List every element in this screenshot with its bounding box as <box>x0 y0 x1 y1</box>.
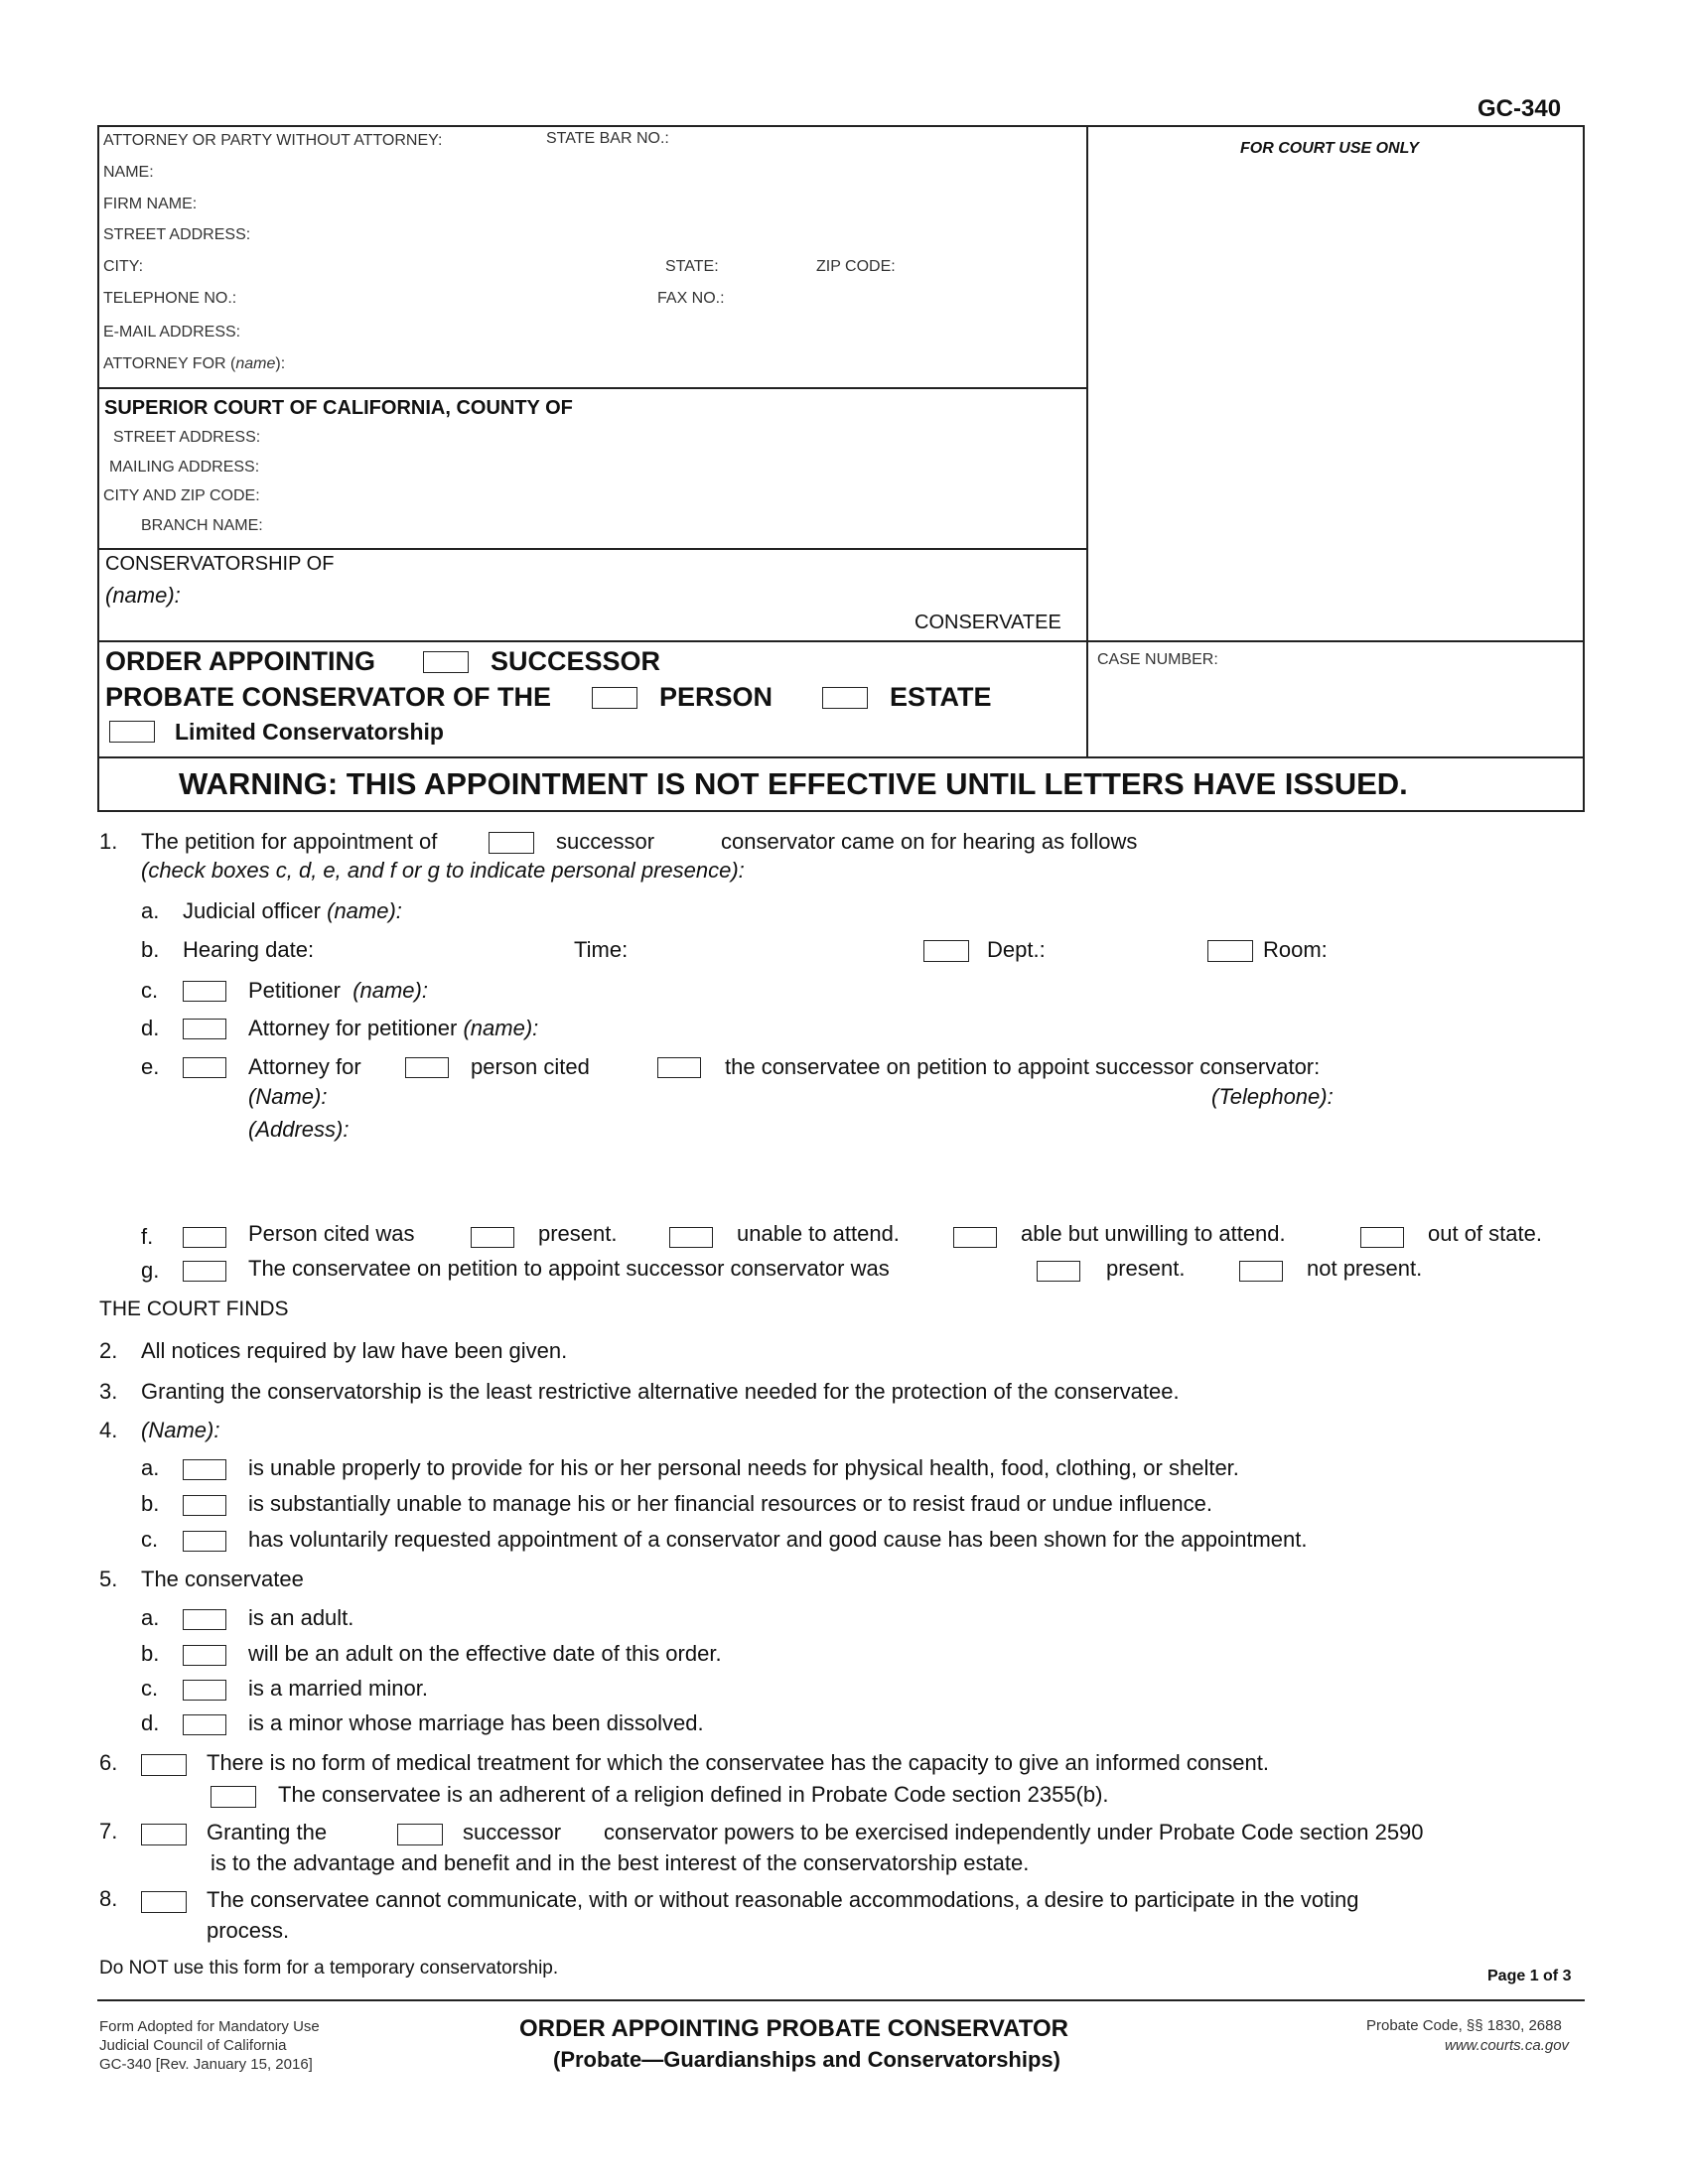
g-present-checkbox[interactable] <box>1037 1261 1080 1282</box>
title-probate-conservator: PROBATE CONSERVATOR OF THE <box>105 682 552 712</box>
item1-note: (check boxes c, d, e, and f or g to indicate personal presence): <box>141 858 745 883</box>
limited-conservatorship-checkbox[interactable] <box>109 721 155 743</box>
city-label: CITY: <box>103 258 144 275</box>
f-out-of-state-checkbox[interactable] <box>1360 1227 1404 1248</box>
item1d-letter: d. <box>141 1016 160 1040</box>
page-number: Page 1 of 3 <box>1487 1968 1572 1984</box>
court-use-label: FOR COURT USE ONLY <box>1240 140 1419 157</box>
item5d-checkbox[interactable] <box>183 1714 226 1735</box>
item6-religion-text: The conservatee is an adherent of a religion defined in Probate Code section 2355(b). <box>278 1782 1109 1807</box>
item4c-checkbox[interactable] <box>183 1531 226 1552</box>
item1-successor-checkbox[interactable] <box>489 832 534 854</box>
do-not-use-note: Do NOT use this form for a temporary conservatorship. <box>99 1958 559 1979</box>
dept-checkbox[interactable] <box>923 940 969 962</box>
person-cited-checkbox[interactable] <box>405 1057 449 1078</box>
item7-successor: successor <box>463 1820 562 1844</box>
item1e-letter: e. <box>141 1054 160 1079</box>
court-street-label: STREET ADDRESS: <box>113 429 261 446</box>
header-top-border <box>97 125 1585 127</box>
item1b-letter: b. <box>141 937 160 962</box>
time-label: Time: <box>574 937 629 962</box>
firm-label: FIRM NAME: <box>103 196 198 212</box>
item5b-text: will be an adult on the effective date of this order. <box>248 1641 722 1666</box>
probate-code-ref: Probate Code, §§ 1830, 2688 <box>1366 2017 1562 2034</box>
item4a-checkbox[interactable] <box>183 1459 226 1480</box>
person-cited-text: person cited <box>471 1054 590 1079</box>
e-address-hint: (Address): <box>248 1117 350 1142</box>
dept-label: Dept.: <box>987 937 1046 962</box>
item6-text: There is no form of medical treatment for which the conservatee has the capacity to give an informed consent. <box>207 1750 1269 1775</box>
item1-successor: successor <box>556 829 655 854</box>
item5c-text: is a married minor. <box>248 1676 428 1701</box>
item5d-text: is a minor whose marriage has been dissolved. <box>248 1710 704 1735</box>
conservatee-petition-checkbox[interactable] <box>657 1057 701 1078</box>
attorney-for-petitioner-text: Attorney for petitioner <box>248 1016 458 1040</box>
item4c-letter: c. <box>141 1527 159 1552</box>
attorney-for-petitioner-label <box>248 1016 538 1041</box>
item5c-letter: c. <box>141 1676 159 1701</box>
fax-label: FAX NO.: <box>657 290 725 307</box>
petitioner-text: Petitioner <box>248 978 341 1003</box>
f-unwilling-text: able but unwilling to attend. <box>1021 1221 1286 1246</box>
item7-successor-checkbox[interactable] <box>397 1824 443 1845</box>
state-label: STATE: <box>665 258 719 275</box>
header-left-border <box>97 125 99 810</box>
petitioner-name-hint: (name): <box>352 978 428 1003</box>
item3-text: Granting the conservatorship is the least restrictive alternative needed for the protection of the conservatee. <box>141 1379 1180 1404</box>
title-limited: Limited Conservatorship <box>175 719 444 745</box>
item1-text-a: The petition for appointment of <box>141 829 438 854</box>
item5b-checkbox[interactable] <box>183 1645 226 1666</box>
attorney-for-close: ): <box>275 355 286 372</box>
item7-text-b: conservator powers to be exercised independently under Probate Code section 2590 <box>604 1820 1424 1844</box>
item1a-text <box>183 898 402 924</box>
estate-checkbox[interactable] <box>822 687 868 709</box>
item8-text-b: process. <box>207 1918 290 1943</box>
conservatee-name-label: (name): <box>105 583 181 608</box>
attorney-for-petitioner-name-hint: (name): <box>463 1016 539 1040</box>
item7-number: 7. <box>99 1819 118 1843</box>
attorney-for-petitioner-checkbox[interactable] <box>183 1019 226 1039</box>
state-bar-label: STATE BAR NO.: <box>546 130 669 147</box>
court-finds-heading: THE COURT FINDS <box>99 1297 289 1320</box>
item5-text: The conservatee <box>141 1567 304 1591</box>
attorney-for-prefix: ATTORNEY FOR ( <box>103 355 236 372</box>
court-title: SUPERIOR COURT OF CALIFORNIA, COUNTY OF <box>104 397 573 419</box>
title-person: PERSON <box>659 682 774 712</box>
case-number-label: CASE NUMBER: <box>1097 651 1218 668</box>
g-not-present-text: not present. <box>1307 1256 1423 1281</box>
e-name-hint: (Name): <box>248 1084 328 1109</box>
footer-divider <box>97 1999 1585 2001</box>
item1f-letter: f. <box>141 1224 154 1249</box>
item4a-text: is unable properly to provide for his or her personal needs for physical health, food, clothing, or shelter. <box>248 1455 1239 1480</box>
item1-text-b: conservator came on for hearing as follows <box>721 829 1138 854</box>
item4b-text: is substantially unable to manage his or her financial resources or to resist fraud or undue influence. <box>248 1491 1212 1516</box>
item4a-letter: a. <box>141 1455 160 1480</box>
zip-label: ZIP CODE: <box>816 258 896 275</box>
item7-text-c: is to the advantage and benefit and in the best interest of the conservatorship estate. <box>211 1850 1030 1875</box>
conservatee-petition-text: the conservatee on petition to appoint successor conservator: <box>725 1054 1321 1079</box>
item3-number: 3. <box>99 1379 118 1404</box>
item5c-checkbox[interactable] <box>183 1680 226 1701</box>
attorney-label: ATTORNEY OR PARTY WITHOUT ATTORNEY: <box>103 132 443 149</box>
name-label: NAME: <box>103 164 154 181</box>
footer-title: ORDER APPOINTING PROBATE CONSERVATOR <box>519 2015 1068 2042</box>
attorney-for-name-hint: name <box>235 355 276 372</box>
f-unable-checkbox[interactable] <box>669 1227 713 1248</box>
item1g-letter: g. <box>141 1258 160 1283</box>
adopted-line-3: GC-340 [Rev. January 15, 2016] <box>99 2056 313 2073</box>
warning-text: WARNING: THIS APPOINTMENT IS NOT EFFECTIVE UNTIL LETTERS HAVE ISSUED. <box>179 766 1408 801</box>
item4c-text: has voluntarily requested appointment of a conservator and good cause has been shown for the appointment. <box>248 1527 1308 1552</box>
judicial-officer-label: Judicial officer <box>183 898 321 923</box>
g-present-text: present. <box>1106 1256 1186 1281</box>
f-present-text: present. <box>538 1221 618 1246</box>
item5a-text: is an adult. <box>248 1605 354 1630</box>
adopted-line-1: Form Adopted for Mandatory Use <box>99 2018 320 2035</box>
f-out-of-state-text: out of state. <box>1428 1221 1542 1246</box>
form-id: GC-340 <box>1477 95 1562 122</box>
item6-religion-checkbox[interactable] <box>211 1786 256 1808</box>
item4-name-hint: (Name): <box>141 1418 220 1442</box>
title-order-appointing: ORDER APPOINTING <box>105 646 376 676</box>
item8-number: 8. <box>99 1886 118 1911</box>
petitioner-checkbox[interactable] <box>183 981 226 1002</box>
court-conservatorship-divider <box>97 548 1088 550</box>
item6-number: 6. <box>99 1750 118 1775</box>
judicial-officer-name-hint: (name): <box>327 898 402 923</box>
item5a-checkbox[interactable] <box>183 1609 226 1630</box>
attorney-court-divider <box>97 387 1088 389</box>
attorney-for-checkbox[interactable] <box>183 1057 226 1078</box>
item4-number: 4. <box>99 1418 118 1442</box>
item5d-letter: d. <box>141 1710 160 1735</box>
conservatee-label: CONSERVATEE <box>914 612 1061 633</box>
item4b-checkbox[interactable] <box>183 1495 226 1516</box>
header-right-border <box>1583 125 1585 810</box>
room-checkbox[interactable] <box>1207 940 1253 962</box>
f-unwilling-checkbox[interactable] <box>953 1227 997 1248</box>
item8-text-a: The conservatee cannot communicate, with or without reasonable accommodations, a desire to participate in the voting <box>207 1887 1359 1912</box>
conservatorship-of-label: CONSERVATORSHIP OF <box>105 553 335 575</box>
person-cited-was-text: Person cited was <box>248 1221 415 1246</box>
g-conservatee-text: The conservatee on petition to appoint successor conservator was <box>248 1256 890 1281</box>
attorney-for-label <box>103 355 285 373</box>
f-unable-text: unable to attend. <box>737 1221 900 1246</box>
item4b-letter: b. <box>141 1491 160 1516</box>
item2-text: All notices required by law have been given. <box>141 1338 568 1363</box>
court-mailing-label: MAILING ADDRESS: <box>109 459 260 476</box>
item2-number: 2. <box>99 1338 118 1363</box>
g-conservatee-checkbox[interactable] <box>183 1261 226 1282</box>
hearing-date-label: Hearing date: <box>183 937 315 962</box>
title-successor: SUCCESSOR <box>491 646 661 676</box>
item7-checkbox[interactable] <box>141 1824 187 1845</box>
g-not-present-checkbox[interactable] <box>1239 1261 1283 1282</box>
court-branch-label: BRANCH NAME: <box>141 517 263 534</box>
item8-checkbox[interactable] <box>141 1891 187 1913</box>
room-label: Room: <box>1263 937 1328 962</box>
warning-top-border <box>97 756 1585 758</box>
item5a-letter: a. <box>141 1605 160 1630</box>
item1a-letter: a. <box>141 898 160 923</box>
f-present-checkbox[interactable] <box>471 1227 514 1248</box>
phone-label: TELEPHONE NO.: <box>103 290 237 307</box>
courts-url[interactable]: www.courts.ca.gov <box>1445 2037 1570 2054</box>
item1-number: 1. <box>99 829 118 854</box>
header-center-divider <box>1086 125 1088 756</box>
email-label: E-MAIL ADDRESS: <box>103 324 241 341</box>
street-label: STREET ADDRESS: <box>103 226 251 243</box>
item7-text-a: Granting the <box>207 1820 328 1844</box>
item1c-letter: c. <box>141 978 159 1003</box>
item5b-letter: b. <box>141 1641 160 1666</box>
title-estate: ESTATE <box>890 682 992 712</box>
court-city-zip-label: CITY AND ZIP CODE: <box>103 487 260 504</box>
adopted-line-2: Judicial Council of California <box>99 2037 287 2054</box>
person-checkbox[interactable] <box>592 687 637 709</box>
item5-number: 5. <box>99 1567 118 1591</box>
footer-subtitle: (Probate—Guardianships and Conservatorships) <box>553 2047 1060 2072</box>
attorney-for-text: Attorney for <box>248 1054 361 1079</box>
warning-bottom-border <box>97 810 1585 812</box>
adopted-block <box>99 2017 320 2074</box>
item6-checkbox[interactable] <box>141 1754 187 1776</box>
e-telephone-hint: (Telephone): <box>1211 1084 1334 1109</box>
petitioner-label <box>248 978 428 1004</box>
person-cited-was-checkbox[interactable] <box>183 1227 226 1248</box>
successor-title-checkbox[interactable] <box>423 651 469 673</box>
title-top-divider <box>97 640 1585 642</box>
